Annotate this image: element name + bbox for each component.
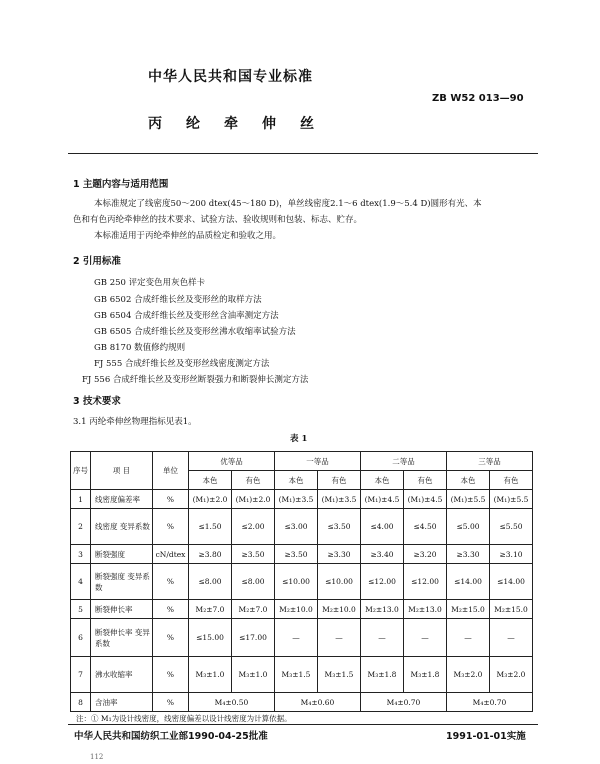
cell-value: ≥3.50: [275, 545, 318, 564]
table-row: [71, 490, 533, 509]
cell-value: ≤17.00: [232, 619, 275, 657]
cell-value: ≤2.00: [232, 509, 275, 545]
section3-sub31: 3.1 丙纶牵伸丝物理指标见表1。: [73, 417, 197, 427]
cell-value: (M₁)±4.5: [361, 490, 404, 509]
cell-value: M₃±1.0: [232, 657, 275, 693]
ref-item: GB 250 评定变色用灰色样卡: [94, 278, 206, 288]
row-no: 8: [71, 693, 91, 712]
row-item: 断裂伸长率: [91, 600, 153, 619]
grade-header: 优等品: [189, 452, 275, 471]
cell-value: (M₁)±2.0: [189, 490, 232, 509]
cell-value: ≥3.40: [361, 545, 404, 564]
cell-value: —: [318, 619, 361, 657]
cell-value: (M₁)±3.5: [318, 490, 361, 509]
row-item: 线密度偏差率: [91, 490, 153, 509]
row-unit: cN/dtex: [153, 545, 189, 564]
table-row: [71, 564, 533, 600]
row-unit: %: [153, 564, 189, 600]
cell-value: M₂±10.0: [318, 600, 361, 619]
section1-heading: 1 主题内容与适用范围: [73, 179, 169, 190]
footer-rule: [68, 724, 538, 725]
cell-value: M₂±10.0: [275, 600, 318, 619]
cell-value: ≥3.30: [318, 545, 361, 564]
color-type-header: 本色: [189, 471, 232, 490]
table-row: [71, 619, 533, 657]
cell-value: M₂±7.0: [189, 600, 232, 619]
row-no: 2: [71, 509, 91, 545]
table-row: [71, 545, 533, 564]
cell-value: (M₁)±5.5: [447, 490, 490, 509]
row-no: 5: [71, 600, 91, 619]
cell-value: M₃±1.5: [275, 657, 318, 693]
cell-value: ≤12.00: [361, 564, 404, 600]
grade-header: 三等品: [447, 452, 533, 471]
cell-value: M₂±13.0: [361, 600, 404, 619]
row-unit: %: [153, 509, 189, 545]
row-item: 断裂强度 变异系数: [91, 564, 153, 600]
cell-value: ≥3.20: [404, 545, 447, 564]
section2-heading: 2 引用标准: [73, 256, 121, 267]
cell-value: ≥3.30: [447, 545, 490, 564]
cell-value: —: [447, 619, 490, 657]
section1-para1-line2: 色和有色丙纶牵伸丝的技术要求、试验方法、验收规则和包装、标志、贮存。: [73, 215, 363, 225]
row-no: 6: [71, 619, 91, 657]
row-unit: %: [153, 490, 189, 509]
cell-value: (M₁)±4.5: [404, 490, 447, 509]
color-type-header: 本色: [275, 471, 318, 490]
ref-item: FJ 555 合成纤维长丝及变形丝线密度测定方法: [94, 359, 270, 369]
cell-value: M₄±0.70: [361, 693, 447, 712]
color-type-header: 有色: [318, 471, 361, 490]
standard-code: ZB W52 013—90: [432, 93, 524, 104]
cell-value: M₄±0.60: [275, 693, 361, 712]
ref-item: FJ 556 合成纤维长丝及变形丝断裂强力和断裂伸长测定方法: [82, 375, 309, 385]
cell-value: ≤10.00: [318, 564, 361, 600]
row-item: 断裂强度: [91, 545, 153, 564]
row-no: 4: [71, 564, 91, 600]
cell-value: ≥3.80: [189, 545, 232, 564]
col-header-unit: 单位: [153, 452, 189, 490]
cell-value: M₂±7.0: [232, 600, 275, 619]
ref-item: GB 6504 合成纤维长丝及变形丝含油率测定方法: [94, 311, 279, 321]
cell-value: M₃±1.5: [318, 657, 361, 693]
cell-value: ≤14.00: [490, 564, 533, 600]
row-item: 断裂伸长率 变异系数: [91, 619, 153, 657]
row-unit: %: [153, 600, 189, 619]
cell-value: M₂±13.0: [404, 600, 447, 619]
color-type-header: 有色: [232, 471, 275, 490]
color-type-header: 本色: [447, 471, 490, 490]
table-caption: 表 1: [290, 434, 308, 444]
col-header-seq: 序号: [71, 452, 91, 490]
header-rule: [68, 153, 538, 154]
row-item: 含油率: [91, 693, 153, 712]
effective-date: 1991-01-01实施: [446, 731, 526, 742]
row-no: 3: [71, 545, 91, 564]
cell-value: ≤4.00: [361, 509, 404, 545]
cell-value: —: [404, 619, 447, 657]
grade-header: 一等品: [275, 452, 361, 471]
row-unit: %: [153, 619, 189, 657]
cell-value: (M₁)±5.5: [490, 490, 533, 509]
ref-item: GB 6502 合成纤维长丝及变形丝的取样方法: [94, 295, 262, 305]
page-number: 112: [90, 753, 104, 761]
cell-value: ≥3.50: [232, 545, 275, 564]
cell-value: —: [490, 619, 533, 657]
color-type-header: 有色: [490, 471, 533, 490]
cell-value: ≤5.50: [490, 509, 533, 545]
cell-value: (M₁)±2.0: [232, 490, 275, 509]
cell-value: ≤15.00: [189, 619, 232, 657]
table-note: 注：① M₁为设计线密度，线密度偏差以设计线密度为计算依据。: [76, 714, 292, 723]
cell-value: ≤5.00: [447, 509, 490, 545]
cell-value: ≤4.50: [404, 509, 447, 545]
row-no: 1: [71, 490, 91, 509]
color-type-header: 本色: [361, 471, 404, 490]
row-no: 7: [71, 657, 91, 693]
ref-item: GB 6505 合成纤维长丝及变形丝沸水收缩率试验方法: [94, 327, 296, 337]
color-type-header: 有色: [404, 471, 447, 490]
cell-value: M₃±2.0: [447, 657, 490, 693]
cell-value: —: [275, 619, 318, 657]
cell-value: ≤14.00: [447, 564, 490, 600]
cell-value: M₃±1.8: [404, 657, 447, 693]
cell-value: ≤1.50: [189, 509, 232, 545]
cell-value: M₃±1.0: [189, 657, 232, 693]
cell-value: M₃±2.0: [490, 657, 533, 693]
col-header-item: 项 目: [91, 452, 153, 490]
cell-value: —: [361, 619, 404, 657]
approval-line: 中华人民共和国纺织工业部1990-04-25批准: [74, 731, 268, 742]
section3-heading: 3 技术要求: [73, 396, 121, 407]
cell-value: ≥3.10: [490, 545, 533, 564]
cell-value: M₃±1.8: [361, 657, 404, 693]
cell-value: M₂±15.0: [447, 600, 490, 619]
section1-para2: 本标准适用于丙纶牵伸丝的品质检定和验收之用。: [94, 231, 282, 241]
table-row: [71, 693, 533, 712]
cell-value: (M₁)±3.5: [275, 490, 318, 509]
table-row: [71, 509, 533, 545]
grade-header: 二等品: [361, 452, 447, 471]
row-item: 沸水收缩率: [91, 657, 153, 693]
cell-value: ≤3.00: [275, 509, 318, 545]
row-item: 线密度 变异系数: [91, 509, 153, 545]
ref-item: GB 8170 数值修约规则: [94, 343, 186, 353]
table-row: [71, 657, 533, 693]
table-row: [71, 600, 533, 619]
cell-value: M₂±15.0: [490, 600, 533, 619]
cell-value: ≤8.00: [232, 564, 275, 600]
cell-value: ≤3.50: [318, 509, 361, 545]
section1-para1-line1: 本标准规定了线密度50～200 dtex(45～180 D)，单丝线密度2.1～6 dtex(1.9～5.4 D)圆形有光、本: [94, 199, 482, 209]
standard-title: 中华人民共和国专业标准: [148, 69, 313, 85]
cell-value: ≤12.00: [404, 564, 447, 600]
row-unit: %: [153, 693, 189, 712]
cell-value: M₄±0.50: [189, 693, 275, 712]
physical-index-table: [70, 451, 533, 712]
cell-value: ≤8.00: [189, 564, 232, 600]
cell-value: ≤10.00: [275, 564, 318, 600]
row-unit: %: [153, 657, 189, 693]
doc-title: 丙纶牵伸丝: [148, 116, 338, 132]
cell-value: M₄±0.70: [447, 693, 533, 712]
